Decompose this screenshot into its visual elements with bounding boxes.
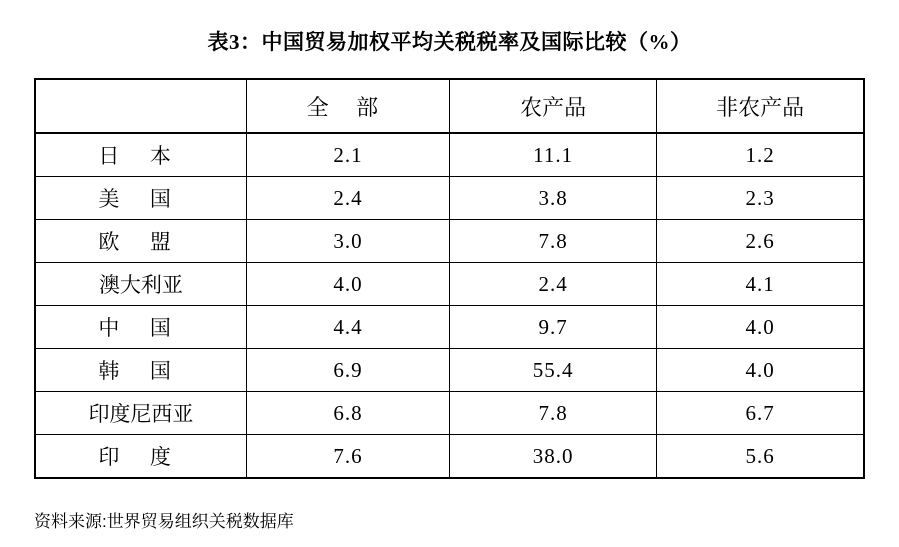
cell-non-agricultural: 2.6 (657, 220, 864, 263)
column-header-non-agricultural: 非农产品 (657, 79, 864, 133)
row-label: 印度尼西亚 (35, 392, 246, 435)
table-row (35, 349, 864, 392)
cell-agricultural: 38.0 (449, 435, 656, 479)
table-row (35, 392, 864, 435)
cell-non-agricultural: 5.6 (657, 435, 864, 479)
cell-agricultural: 2.4 (449, 263, 656, 306)
table-row (35, 263, 864, 306)
row-label: 韩 国 (35, 349, 246, 392)
cell-all: 2.1 (246, 133, 449, 177)
cell-agricultural: 7.8 (449, 220, 656, 263)
table-row (35, 177, 864, 220)
cell-all: 2.4 (246, 177, 449, 220)
row-label: 美 国 (35, 177, 246, 220)
cell-non-agricultural: 6.7 (657, 392, 864, 435)
table-row (35, 435, 864, 479)
tariff-comparison-table (34, 78, 865, 479)
cell-agricultural: 9.7 (449, 306, 656, 349)
cell-non-agricultural: 4.0 (657, 349, 864, 392)
column-header-agricultural: 农产品 (449, 79, 656, 133)
cell-non-agricultural: 1.2 (657, 133, 864, 177)
cell-all: 4.0 (246, 263, 449, 306)
cell-all: 4.4 (246, 306, 449, 349)
table-body (35, 133, 864, 478)
cell-non-agricultural: 4.0 (657, 306, 864, 349)
cell-all: 6.8 (246, 392, 449, 435)
column-header-all: 全 部 (246, 79, 449, 133)
cell-agricultural: 3.8 (449, 177, 656, 220)
page-title: 表3：中国贸易加权平均关税税率及国际比较（%） (207, 30, 692, 54)
source-note: 资料来源:世界贸易组织关税数据库 (34, 512, 294, 531)
table-row (35, 220, 864, 263)
table-row (35, 306, 864, 349)
table-container (0, 78, 899, 479)
cell-agricultural: 11.1 (449, 133, 656, 177)
row-label: 印 度 (35, 435, 246, 479)
table-header (35, 79, 864, 133)
cell-all: 6.9 (246, 349, 449, 392)
cell-all: 7.6 (246, 435, 449, 479)
cell-non-agricultural: 2.3 (657, 177, 864, 220)
cell-agricultural: 55.4 (449, 349, 656, 392)
cell-non-agricultural: 4.1 (657, 263, 864, 306)
table-header-row (35, 79, 864, 133)
cell-all: 3.0 (246, 220, 449, 263)
row-label: 欧 盟 (35, 220, 246, 263)
row-label: 日 本 (35, 133, 246, 177)
column-header-country (35, 79, 246, 133)
row-label: 中 国 (35, 306, 246, 349)
row-label: 澳大利亚 (35, 263, 246, 306)
cell-agricultural: 7.8 (449, 392, 656, 435)
table-row (35, 133, 864, 177)
